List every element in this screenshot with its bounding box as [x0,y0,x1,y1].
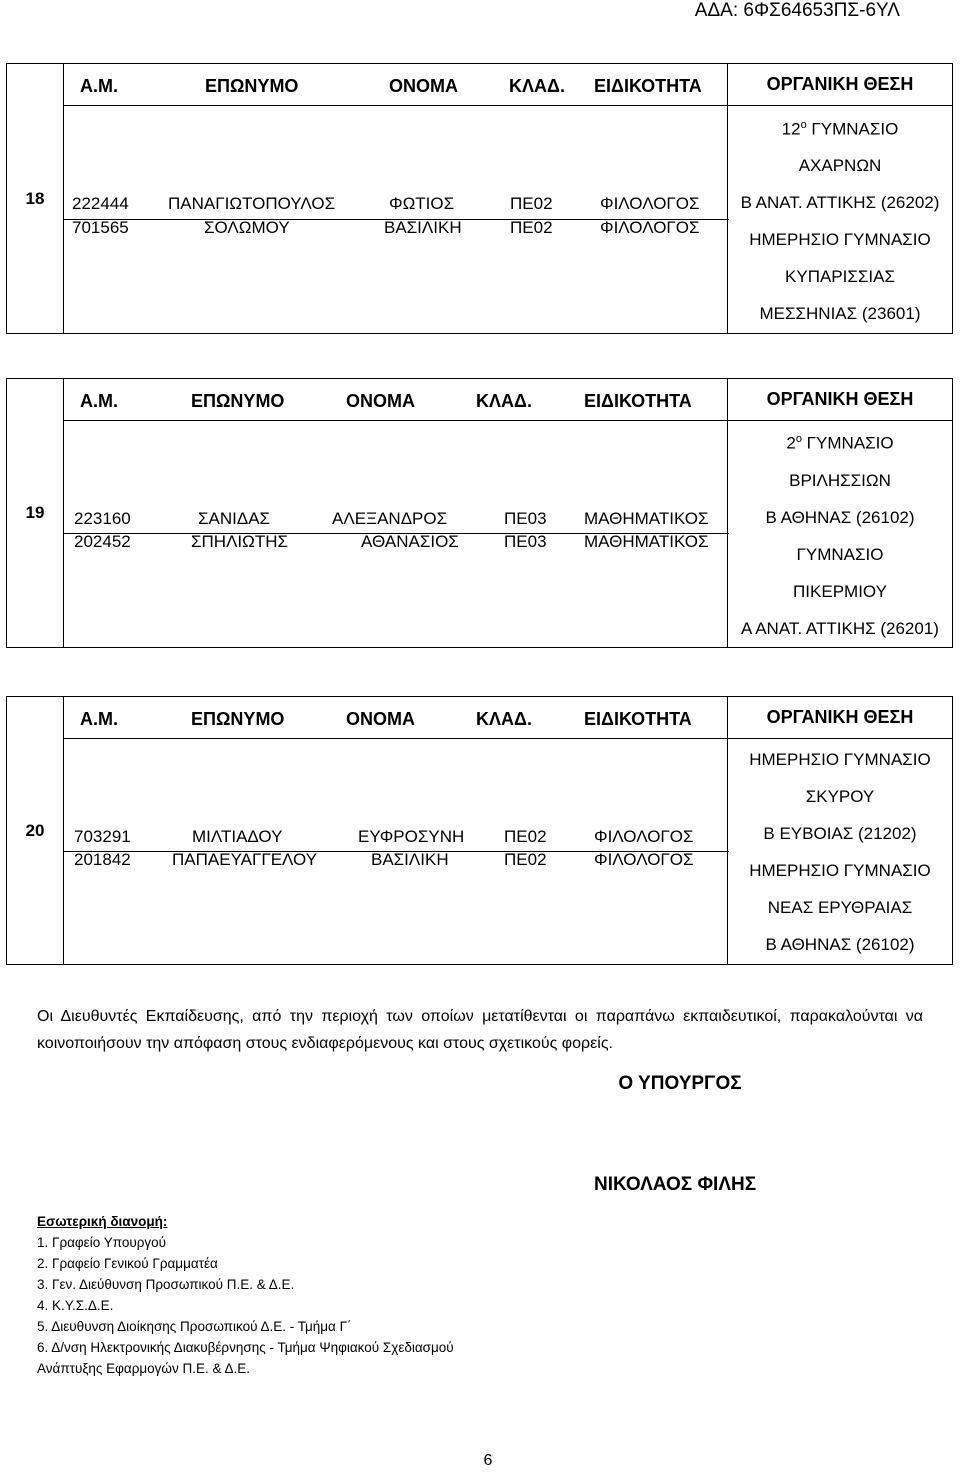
header-position: ΟΡΓΑΝΙΚΗ ΘΕΣΗ [728,379,953,421]
specialty: ΜΑΘΗΜΑΤΙΚΟΣ [584,509,709,528]
first-name: ΒΑΣΙΛΙΚΗ [371,850,449,869]
header-am: Α.Μ. [80,76,118,96]
position-line-6: Β ΑΘΗΝΑΣ (26102) [765,934,915,954]
specialty: ΦΙΛΟΛΟΓΟΣ [594,850,694,869]
specialty: ΦΙΛΟΛΟΓΟΣ [600,218,700,237]
header-am: Α.Μ. [80,391,118,411]
header-surname: ΕΠΩΝΥΜΟ [191,391,285,411]
group-number: 19 [7,379,64,648]
header-cells [64,379,728,421]
transfer-table-20 [6,696,953,965]
specialty: ΦΙΛΟΛΟΓΟΣ [594,827,694,846]
position-line-4: ΗΜΕΡΗΣΙΟ ΓΥΜΝΑΣΙΟ [749,230,931,250]
position-line-1: $12^o$ ΓΥΜΝΑΣΙΟ [781,118,899,139]
transfer-table-19 [6,378,953,648]
list-item: Ανάπτυξης Εφαρμογών Π.Ε. & Δ.Ε. [37,1361,251,1376]
row-data [64,534,728,647]
header-cells [64,697,728,739]
first-name: ΑΘΑΝΑΣΙΟΣ [361,532,459,552]
klados: ΠΕ03 [504,532,547,552]
klados: ΠΕ02 [504,850,547,869]
list-item: 2. Γραφείο Γενικού Γραμματέα [37,1256,218,1271]
position-line-5: ΚΥΠΑΡΙΣΣΙΑΣ [785,267,895,287]
table-header-row [7,379,953,421]
klados: ΠΕ03 [504,509,547,528]
first-name: ΑΛΕΞΑΝΔΡΟΣ [332,509,448,528]
surname: ΣΑΝΙΔΑΣ [198,509,271,528]
position-line-4: ΗΜΕΡΗΣΙΟ ΓΥΜΝΑΣΙΟ [749,860,931,880]
header-klados: ΚΛΑΔ. [476,709,532,729]
header-position: ΟΡΓΑΝΙΚΗ ΘΕΣΗ [728,697,953,739]
table-header-row [7,697,953,739]
organic-position [728,739,953,965]
klados: ΠΕ02 [510,194,553,213]
am: 201842 [74,850,131,869]
klados: ΠΕ02 [504,827,547,846]
minister-name: ΝΙΚΟΛΑΟΣ ΦΙΛΗΣ [594,1174,757,1195]
transfer-table-18 [6,63,953,334]
organic-position [728,106,953,334]
position-line-6: Α ΑΝΑΤ. ΑΤΤΙΚΗΣ (26201) [741,618,939,638]
table-header-row [7,64,953,106]
surname: ΠΑΠΑΕΥΑΓΓΕΛΟΥ [172,850,318,869]
row-data [64,739,728,852]
group-number: 20 [7,697,64,965]
am: 222444 [72,194,129,213]
table-row [7,421,953,534]
ada-code: ΑΔΑ: 6ΦΣ64653ΠΣ-6ΥΛ [694,0,900,21]
page-number: 6 [483,1452,493,1469]
internal-distribution [37,1211,454,1379]
header-specialty: ΕΙΔΙΚΟΤΗΤΑ [584,709,692,729]
row-data [64,106,728,220]
surname: ΠΑΝΑΓΙΩΤΟΠΟΥΛΟΣ [168,194,336,213]
table-row [7,739,953,852]
list-item: 6. Δ/νση Ηλεκτρονικής Διακυβέρνησης - Τμήμα Ψηφιακού Σχεδιασμού [37,1340,454,1355]
surname: ΜΙΛΤΙΑΔΟΥ [192,827,283,846]
distribution-title: Εσωτερική διανομή: [37,1214,168,1229]
header-cells [64,64,728,106]
position-line-2: ΑΧΑΡΝΩΝ [798,156,882,176]
row-data [64,852,728,965]
specialty: ΜΑΘΗΜΑΤΙΚΟΣ [584,532,709,552]
position-line-5: ΝΕΑΣ ΕΡΥΘΡΑΙΑΣ [767,897,913,917]
list-item: 5. Διευθυνση Διοίκησης Προσωπικού Δ.Ε. - Τμήμα Γ΄ [37,1319,352,1334]
row-data [64,421,728,534]
position-line-3: Β ΑΘΗΝΑΣ (26102) [765,507,915,527]
am: 703291 [74,827,131,846]
header-name: ΟΝΟΜΑ [346,709,415,729]
position-line-4: ΓΥΜΝΑΣΙΟ [796,544,884,564]
header-specialty: ΕΙΔΙΚΟΤΗΤΑ [584,391,692,411]
notice-paragraph: Οι Διευθυντές Εκπαίδευσης, από την περιοχή των οποίων μετατίθενται οι παραπάνω εκπαιδευτικοί, παρακαλούνται να κοινοποιήσουν την απόφαση στους ενδιαφερόμενους και στους σχετικούς φορείς. [37,1008,923,1052]
header-specialty: ΕΙΔΙΚΟΤΗΤΑ [594,76,702,96]
specialty: ΦΙΛΟΛΟΓΟΣ [600,194,700,213]
position-line-3: Β ΑΝΑΤ. ΑΤΤΙΚΗΣ (26202) [740,193,940,213]
position-line-1: $2^o$ ΓΥΜΝΑΣΙΟ [786,433,894,453]
header-surname: ΕΠΩΝΥΜΟ [205,76,299,96]
position-line-1: ΗΜΕΡΗΣΙΟ ΓΥΜΝΑΣΙΟ [749,749,931,769]
header-klados: ΚΛΑΔ. [476,391,532,411]
first-name: ΦΩΤΙΟΣ [389,194,455,213]
list-item: 4. Κ.Υ.Σ.Δ.Ε. [37,1298,114,1313]
position-line-6: ΜΕΣΣΗΝΙΑΣ (23601) [759,304,921,324]
row-data [64,220,728,334]
am: 223160 [74,509,131,528]
header-klados: ΚΛΑΔ. [509,76,565,96]
header-name: ΟΝΟΜΑ [389,76,458,96]
surname: ΣΠΗΛΙΩΤΗΣ [191,532,289,552]
position-line-5: ΠΙΚΕΡΜΙΟΥ [793,581,887,601]
position-line-2: ΣΚΥΡΟΥ [805,786,875,806]
header-surname: ΕΠΩΝΥΜΟ [191,709,285,729]
surname: ΣΟΛΩΜΟΥ [204,218,290,237]
list-item: 3. Γεν. Διεύθυνση Προσωπικού Π.Ε. & Δ.Ε. [37,1277,295,1292]
first-name: ΒΑΣΙΛΙΚΗ [384,218,462,237]
position-line-2: ΒΡΙΛΗΣΣΙΩΝ [789,470,891,490]
header-position: ΟΡΓΑΝΙΚΗ ΘΕΣΗ [728,64,953,106]
am: 202452 [74,532,131,552]
header-am: Α.Μ. [80,709,118,729]
group-number: 18 [7,64,64,334]
klados: ΠΕ02 [510,218,553,237]
first-name: ΕΥΦΡΟΣΥΝΗ [358,827,465,846]
table-row [7,106,953,220]
list-item: 1. Γραφείο Υπουργού [37,1235,167,1250]
am: 701565 [72,218,129,237]
header-name: ΟΝΟΜΑ [346,391,415,411]
organic-position [728,421,953,648]
minister-title: Ο ΥΠΟΥΡΓΟΣ [618,1073,742,1094]
position-line-3: Β ΕΥΒΟΙΑΣ (21202) [763,823,917,843]
